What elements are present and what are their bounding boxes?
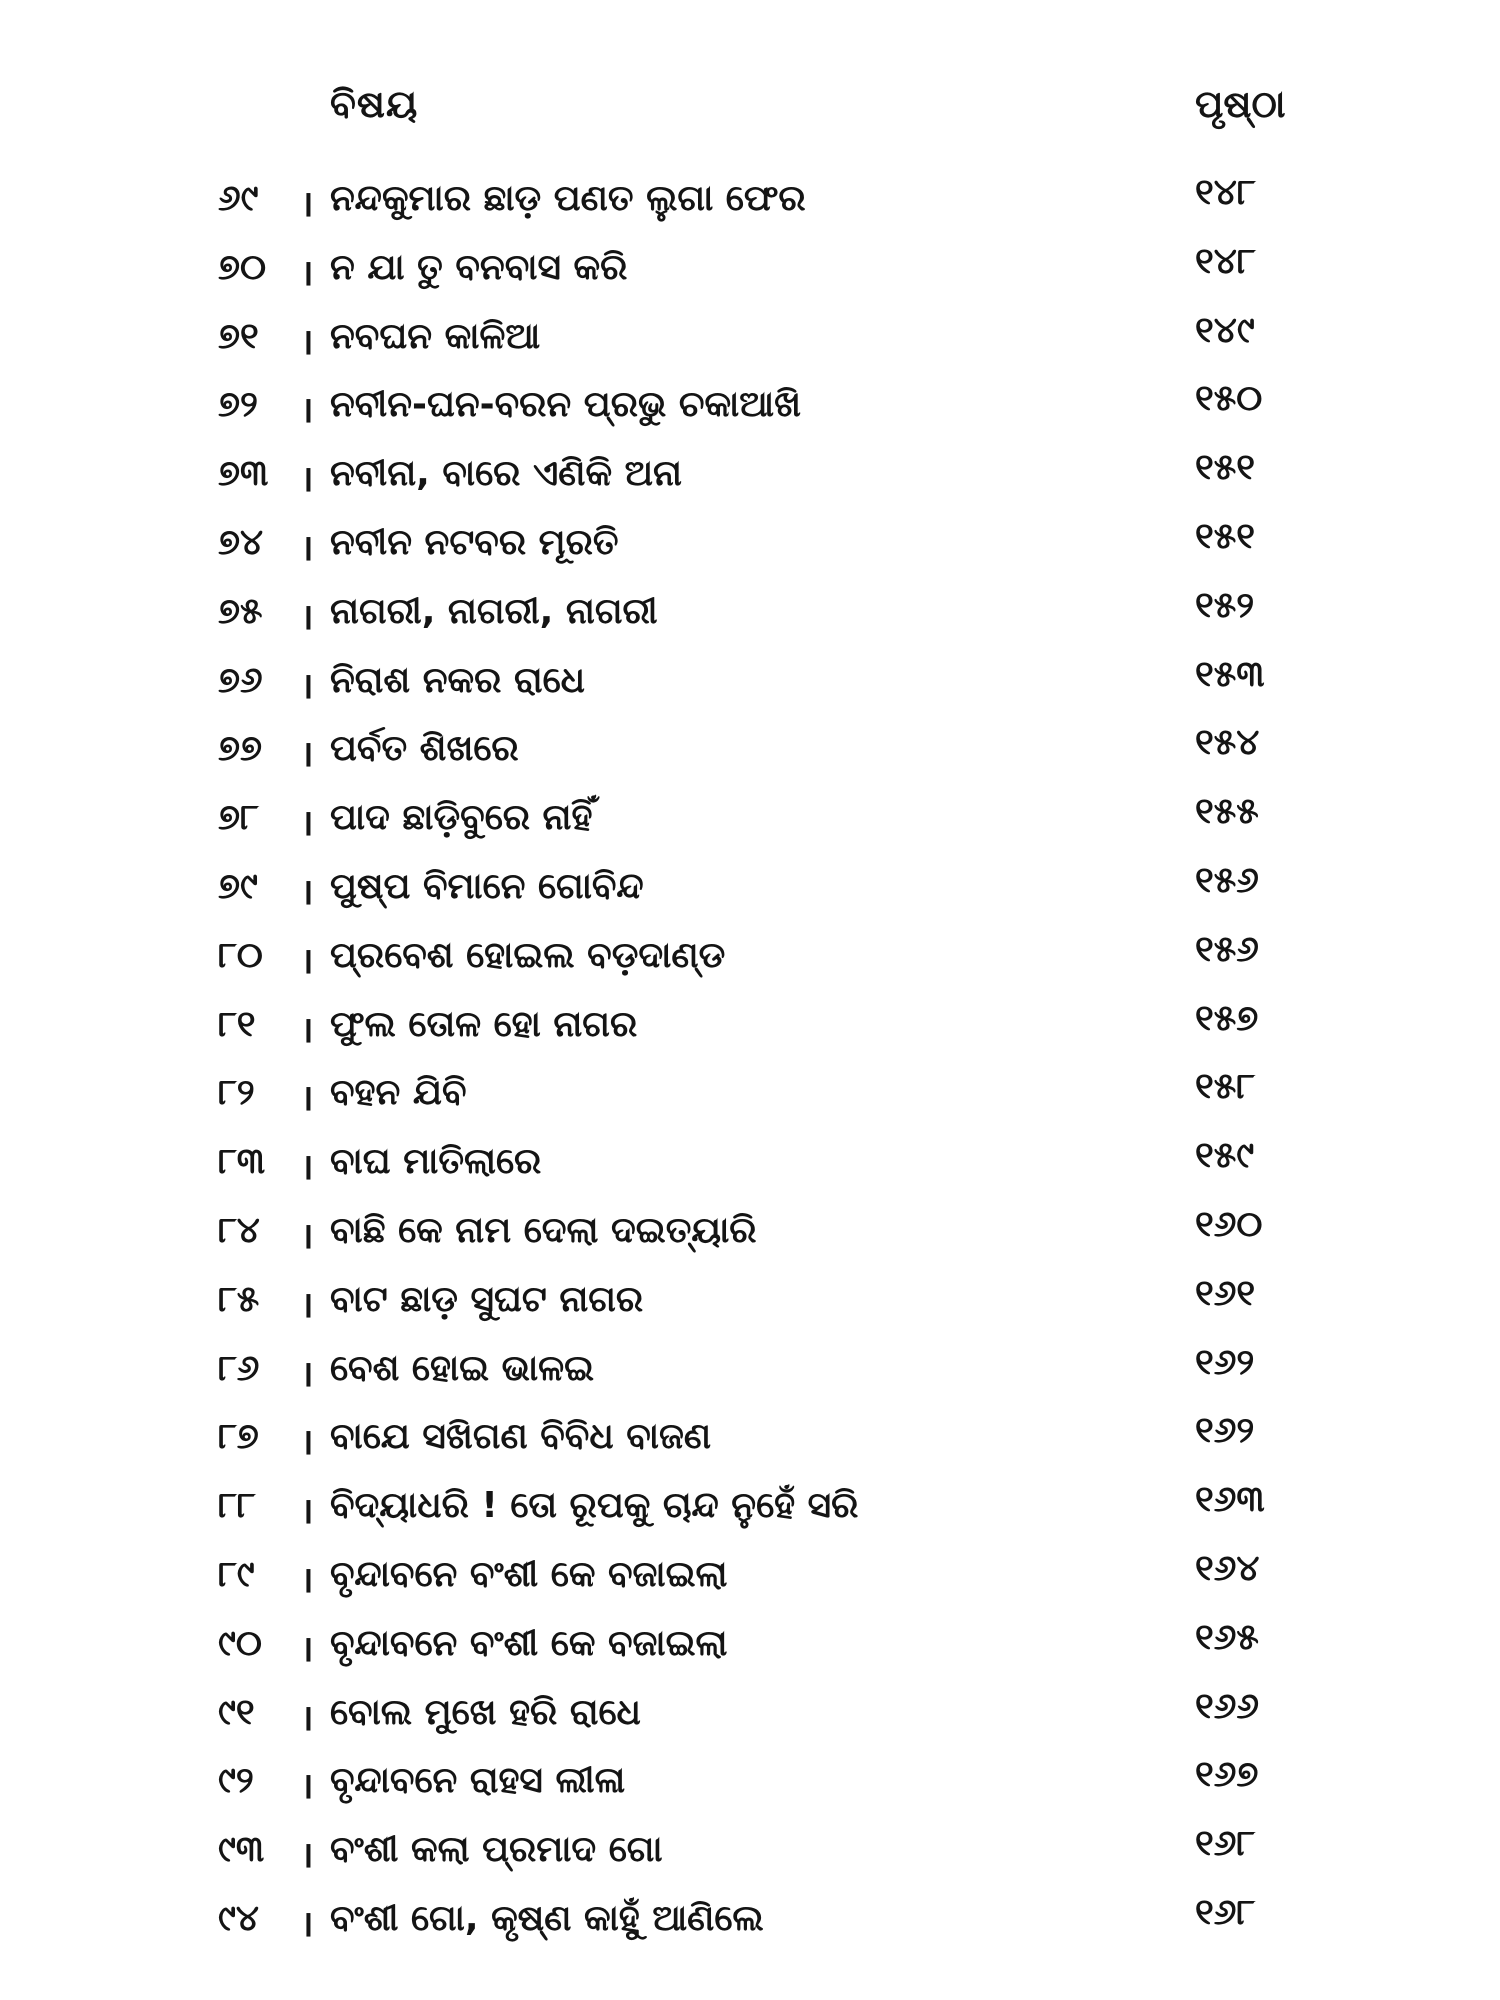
- entry-title: ବଂଶୀ କଲା ପ୍ରମାଦ ଗୋ: [330, 1829, 663, 1871]
- entry-page-number: ୧୬୨: [1195, 1410, 1255, 1452]
- entry-separator: ।: [300, 1559, 314, 1601]
- entry-page-number: ୧୬୩: [1195, 1479, 1265, 1521]
- entry-separator: ।: [300, 1697, 314, 1739]
- entry-page-number: ୧୬୪: [1195, 1547, 1260, 1589]
- toc-entry: [0, 1477, 1500, 1546]
- entry-number: ୮୬: [218, 1347, 260, 1389]
- entry-page-number: ୧୫୯: [1195, 1135, 1255, 1177]
- toc-entry: [0, 1064, 1500, 1133]
- entry-separator: ।: [300, 1147, 314, 1189]
- toc-entry: [0, 789, 1500, 858]
- entry-separator: ।: [300, 1903, 314, 1945]
- entry-page-number: ୧୫୧: [1195, 515, 1255, 557]
- entry-number: ୭୬: [218, 659, 263, 701]
- toc-entry: [0, 1615, 1500, 1684]
- entry-title: ନବୀନ ନଟବର ମୂରତି: [330, 521, 619, 563]
- entry-number: ୯୨: [218, 1760, 254, 1802]
- toc-entry: [0, 927, 1500, 996]
- entry-separator: ।: [300, 596, 314, 638]
- entry-number: ୮୭: [218, 1416, 259, 1458]
- entry-number: ୯୦: [218, 1622, 262, 1664]
- toc-entry: [0, 239, 1500, 308]
- entry-separator: ।: [300, 1215, 314, 1257]
- entry-page-number: ୧୫୩: [1195, 653, 1265, 695]
- entry-page-number: ୧୬୧: [1195, 1272, 1256, 1314]
- entry-separator: ।: [300, 527, 314, 569]
- topic-column-heading: ବିଷୟ: [330, 82, 419, 126]
- entry-title: ନିରାଶ ନକର ରାଧେ: [330, 659, 585, 701]
- entry-number: ୯୩: [218, 1829, 265, 1871]
- entry-separator: ।: [300, 184, 314, 225]
- toc-entry: [0, 1821, 1500, 1890]
- entry-page-number: ୧୫୦: [1195, 378, 1263, 420]
- toc-entry: [0, 1752, 1500, 1821]
- entry-separator: ।: [300, 1628, 314, 1670]
- entry-number: ୮୧: [218, 1003, 256, 1045]
- toc-entry: [0, 1546, 1500, 1615]
- entry-separator: ।: [300, 940, 314, 982]
- entry-page-number: ୧୬୬: [1195, 1685, 1259, 1727]
- entry-separator: ।: [300, 321, 314, 363]
- entry-page-number: ୧୬୦: [1195, 1203, 1263, 1245]
- entry-page-number: ୧୫୫: [1195, 791, 1259, 833]
- entry-title: ନ ଯା ତୁ ବନବାସ କରି: [330, 246, 628, 288]
- entry-separator: ।: [300, 1078, 314, 1120]
- entry-title: ବାଛି କେ ନାମ ଦେଲା ଦଇତ୍ୟାରି: [330, 1209, 757, 1251]
- entry-title: ନବୀନ-ଘନ-ବରନ ପ୍ରଭୁ ଚକାଆଖି: [330, 384, 802, 426]
- entry-page-number: ୧୫୬: [1195, 928, 1259, 970]
- toc-entry: [0, 996, 1500, 1065]
- entry-title: ନବୀନା, ବାରେ ଏଣିକି ଅନା: [330, 453, 682, 495]
- toc-entry: [0, 1890, 1500, 1959]
- entry-title: ନାଗରୀ, ନାଗରୀ, ନାଗରୀ: [330, 590, 658, 632]
- entry-separator: ।: [300, 1353, 314, 1395]
- entry-number: ୭୧: [218, 315, 259, 357]
- entry-page-number: ୧୪୯: [1195, 309, 1255, 351]
- entry-number: ୭୪: [218, 521, 264, 563]
- entry-number: ୭୯: [218, 865, 258, 907]
- entry-page-number: ୧୫୧: [1195, 447, 1255, 489]
- entry-separator: ।: [300, 1766, 314, 1808]
- entry-number: ୭୦: [218, 246, 267, 288]
- entry-separator: ।: [300, 390, 314, 432]
- toc-entry: [0, 1408, 1500, 1477]
- entry-page-number: ୧୬୫: [1195, 1616, 1259, 1658]
- page-column-heading: ପୃଷ୍ଠା: [1195, 82, 1286, 126]
- toc-header: [0, 82, 1500, 142]
- entry-title: ବାଯେ ସଖିଗଣ ବିବିଧ ବାଜଣ: [330, 1416, 712, 1458]
- entry-number: ୭୮: [218, 797, 259, 839]
- toc-entry: [0, 1271, 1500, 1340]
- entry-number: ୭୨: [218, 384, 258, 426]
- entry-number: ୯୧: [218, 1691, 255, 1733]
- entry-title: ପ୍ରବେଶ ହୋଇଲ ବଡ଼ଦାଣ୍ଡ: [330, 934, 726, 976]
- entry-title: ଫୁଲ ତୋଳ ହୋ ନାଗର: [330, 1003, 638, 1045]
- toc-list: [0, 170, 1500, 1959]
- entry-title: ବୃନ୍ଦାବନେ ବଂଶୀ କେ ବଜାଇଲା: [330, 1553, 728, 1595]
- entry-title: ବୃନ୍ଦାବନେ ବଂଶୀ କେ ବଜାଇଲା: [330, 1622, 728, 1664]
- entry-separator: ।: [300, 1835, 314, 1877]
- entry-number: ୮୩: [218, 1141, 266, 1183]
- entry-title: ପାଦ ଛାଡ଼ିବୁରେ ନାହିଁ: [330, 797, 593, 839]
- entry-page-number: ୧୬୭: [1195, 1754, 1259, 1796]
- entry-separator: ।: [300, 734, 314, 776]
- entry-page-number: ୧୪୮: [1195, 240, 1256, 282]
- toc-entry: [0, 514, 1500, 583]
- entry-separator: ।: [300, 459, 314, 501]
- entry-title: ନନ୍ଦକୁମାର ଛାଡ଼ ପଣତ ଲୁଗା ଫେର: [330, 178, 806, 219]
- toc-entry: [0, 583, 1500, 652]
- entry-number: ୬୯: [218, 178, 259, 219]
- toc-entry: [0, 1202, 1500, 1271]
- entry-number: ୮୪: [218, 1209, 260, 1251]
- entry-separator: ।: [300, 1422, 314, 1464]
- entry-separator: ।: [300, 1491, 314, 1533]
- entry-number: ୮୦: [218, 934, 263, 976]
- entry-number: ୮୫: [218, 1278, 260, 1320]
- entry-title: ବୃନ୍ଦାବନେ ରାହସ ଲୀଳା: [330, 1760, 626, 1802]
- entry-page-number: ୧୬୨: [1195, 1341, 1255, 1383]
- entry-page-number: ୧୫୭: [1195, 997, 1259, 1039]
- entry-title: ନବଘନ କାଳିଆ: [330, 315, 541, 357]
- entry-page-number: ୧୫୪: [1195, 722, 1260, 764]
- entry-separator: ।: [300, 1009, 314, 1051]
- entry-page-number: ୧୫୮: [1195, 1066, 1256, 1108]
- entry-title: ପୁଷ୍ପ ବିମାନେ ଗୋବିନ୍ଦ: [330, 865, 644, 907]
- entry-title: ବିଦ୍ୟାଧରି ! ତୋ ରୂପକୁ ଚାନ୍ଦ ନୁହେଁ ସରି: [330, 1485, 859, 1527]
- entry-separator: ।: [300, 665, 314, 707]
- entry-title: ବହନ ଯିବି: [330, 1072, 467, 1114]
- toc-entry: [0, 170, 1500, 239]
- entry-title: ବାଟ ଛାଡ଼ ସୁଘଟ ନାଗର: [330, 1278, 644, 1320]
- toc-entry: [0, 376, 1500, 445]
- entry-page-number: ୧୬୮: [1195, 1823, 1256, 1865]
- entry-title: ପର୍ବତ ଶିଖରେ: [330, 728, 519, 770]
- entry-number: ୮୮: [218, 1485, 256, 1527]
- entry-number: ୮୨: [218, 1072, 255, 1114]
- toc-entry: [0, 1133, 1500, 1202]
- toc-entry: [0, 720, 1500, 789]
- entry-page-number: ୧୪୮: [1195, 172, 1256, 213]
- entry-title: ବଂଶୀ ଗୋ, କୃଷ୍ଣ କାହୁଁ ଆଣିଲେ: [330, 1897, 764, 1939]
- entry-separator: ।: [300, 871, 314, 913]
- entry-title: ବୋଲ ମୁଖେ ହରି ରାଧେ: [330, 1691, 641, 1733]
- toc-entry: [0, 445, 1500, 514]
- entry-page-number: ୧୬୮: [1195, 1891, 1256, 1933]
- entry-number: ୭୩: [218, 453, 269, 495]
- entry-page-number: ୧୫୬: [1195, 859, 1259, 901]
- entry-page-number: ୧୫୨: [1195, 584, 1255, 626]
- toc-entry: [0, 652, 1500, 721]
- entry-number: ୯୪: [218, 1897, 259, 1939]
- entry-number: ୭୫: [218, 590, 263, 632]
- entry-number: ୭୭: [218, 728, 263, 770]
- entry-title: ବାଘ ମାତିଲାରେ: [330, 1141, 542, 1183]
- toc-entry: [0, 1340, 1500, 1409]
- entry-number: ୮୯: [218, 1553, 255, 1595]
- entry-separator: ।: [300, 252, 314, 294]
- entry-separator: ।: [300, 1284, 314, 1326]
- toc-entry: [0, 1684, 1500, 1753]
- toc-entry: [0, 858, 1500, 927]
- entry-title: ବେଶ ହୋଇ ଭାଳଇ: [330, 1347, 595, 1389]
- toc-entry: [0, 308, 1500, 377]
- entry-separator: ।: [300, 803, 314, 845]
